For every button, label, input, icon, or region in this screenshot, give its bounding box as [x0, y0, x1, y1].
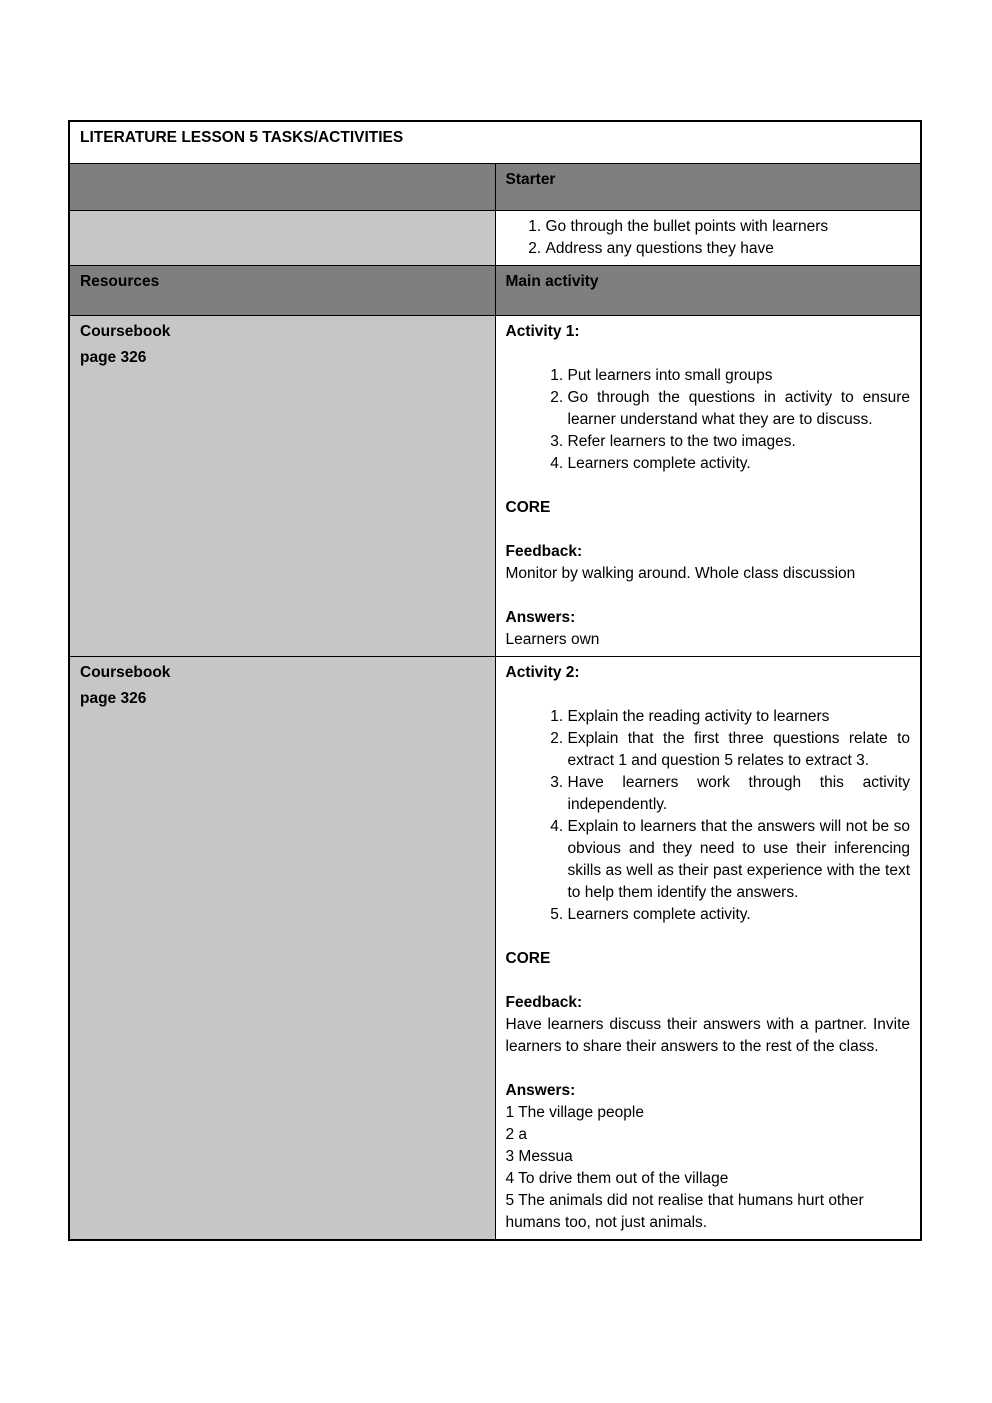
starter-steps-cell [495, 211, 921, 266]
main-activity-header-row [69, 266, 921, 316]
answer-line: 3 Messua [505, 1148, 573, 1165]
activity-step: 4. Explain to learners that the answers will not be so obvious and they need to use their inferencing skills as well as their past experience with the text to help them identify the answers. [568, 816, 911, 904]
activity-2-content-cell [495, 657, 921, 1241]
page-title: LITERATURE LESSON 5 TASKS/ACTIVITIES [69, 121, 921, 164]
starter-steps-row [69, 211, 921, 266]
feedback-text: Have learners discuss their answers with a partner. Invite learners to share their answers to the rest of the class. [505, 1016, 910, 1055]
resource-line: page 326 [80, 690, 147, 707]
activity-step: 2. Explain that the first three questions relate to extract 1 and question 5 relates to extract 3. [568, 728, 911, 772]
resource-line: Coursebook [80, 323, 171, 340]
answers-list [506, 629, 911, 651]
starter-steps-list [506, 216, 911, 260]
answers-list [506, 1102, 911, 1234]
answer-line: 5 The animals did not realise that humans hurt other humans too, not just animals. [505, 1192, 864, 1231]
feedback-text: Monitor by walking around. Whole class discussion [505, 565, 856, 582]
answer-line: Learners own [505, 631, 600, 648]
feedback-label: Feedback: [505, 543, 583, 560]
activity-step: 1. Put learners into small groups [568, 365, 911, 387]
activity-step: 2. Go through the questions in activity to ensure learner understand what they are to discuss. [568, 387, 911, 431]
starter-header-left-cell [69, 164, 495, 211]
answer-line: 2 a [505, 1126, 528, 1143]
activity-1-content-cell [495, 316, 921, 657]
resources-header-label: Resources [69, 266, 495, 316]
activity-2-row [69, 657, 921, 1241]
activity-1-resource-cell [69, 316, 495, 657]
answer-line: 1 The village people [505, 1104, 644, 1121]
core-label: CORE [505, 950, 551, 967]
activity-step: 3. Refer learners to the two images. [568, 431, 911, 453]
answers-label: Answers: [505, 609, 576, 626]
activity-step: 3. Have learners work through this activity independently. [568, 772, 911, 816]
main-activity-header-label: Main activity [495, 266, 921, 316]
activity-heading: Activity 2: [505, 664, 580, 681]
activity-step: 1. Explain the reading activity to learners [568, 706, 911, 728]
activity-heading: Activity 1: [505, 323, 580, 340]
answers-label: Answers: [505, 1082, 576, 1099]
activity-2-resource-cell [69, 657, 495, 1241]
activity-1-steps-list [506, 365, 911, 475]
activity-step: 4. Learners complete activity. [568, 453, 911, 475]
title-row [69, 121, 921, 164]
activity-1-row [69, 316, 921, 657]
lesson-plan-table [68, 120, 922, 1241]
starter-resource-cell [69, 211, 495, 266]
answer-line: 4 To drive them out of the village [505, 1170, 729, 1187]
starter-header-label: Starter [495, 164, 921, 211]
resource-line: Coursebook [80, 664, 171, 681]
starter-header-row [69, 164, 921, 211]
activity-2-steps-list [506, 706, 911, 926]
feedback-label: Feedback: [505, 994, 583, 1011]
resource-line: page 326 [80, 349, 147, 366]
activity-step: 5. Learners complete activity. [568, 904, 911, 926]
core-label: CORE [505, 499, 551, 516]
starter-step: 2. Address any questions they have [546, 238, 911, 260]
starter-step: 1. Go through the bullet points with learners [546, 216, 911, 238]
